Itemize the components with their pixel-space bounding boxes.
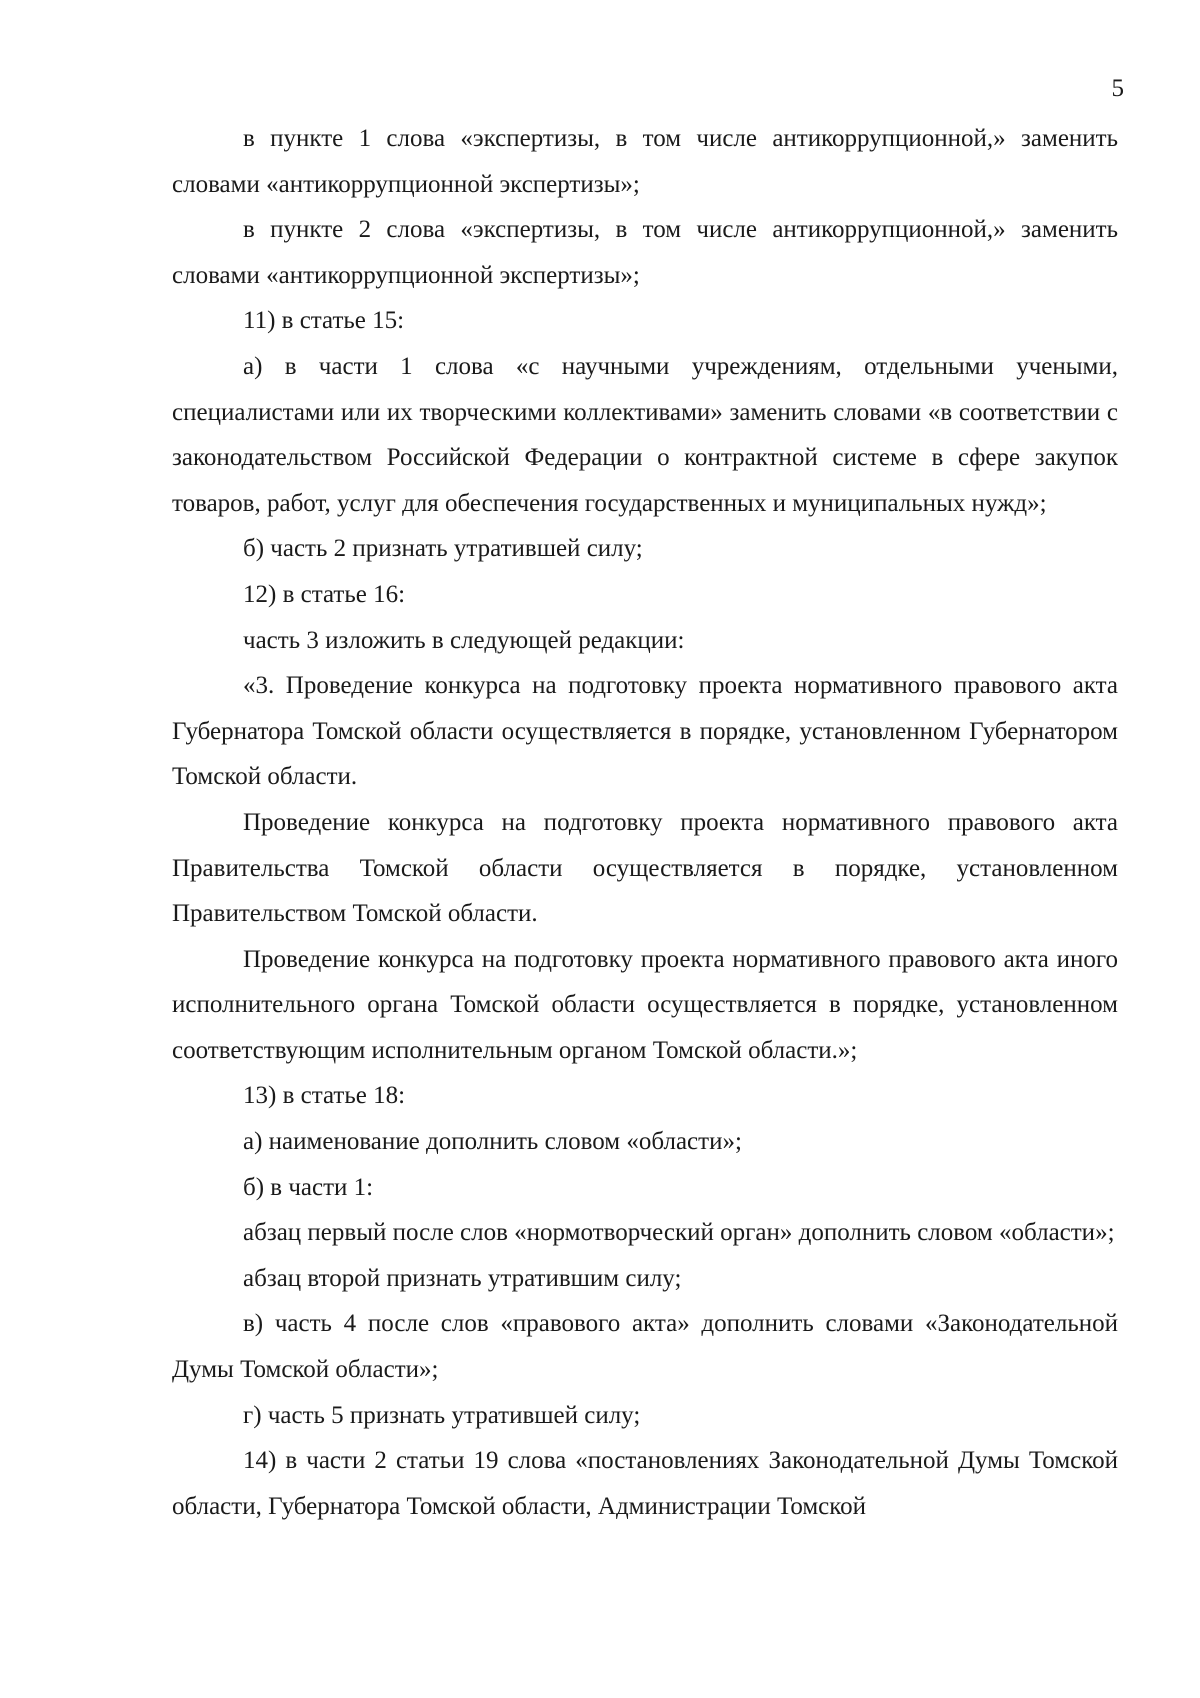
paragraph: «3. Проведение конкурса на подготовку проекта нормативного правового акта Губернатора Томской области осуществляется в порядке, установленном Губернатором Томской области. [172, 672, 1118, 791]
paragraph: а) в части 1 слова «с научными учреждениям, отдельными учеными, специалистами или их творческими коллективами» заменить словами «в соответствии с законодательством Российской Федерации о контрактной системе в сфере закупок товаров, работ, услуг для обеспечения государственных и муниципальных нужд»; [172, 352, 1118, 517]
paragraph: 12) в статье 16: [243, 580, 406, 608]
paragraph: в пункте 2 слова «экспертизы, в том числе антикоррупционной,» заменить словами «антикоррупционной экспертизы»; [172, 216, 1118, 289]
paragraph: б) в части 1: [243, 1173, 374, 1201]
page-number: 5 [1111, 75, 1124, 102]
paragraph: Проведение конкурса на подготовку проекта нормативного правового акта Правительства Томской области осуществляется в порядке, установленном Правительством Томской области. [172, 808, 1118, 928]
paragraph: 14) в части 2 статьи 19 слова «постановлениях Законодательной Думы Томской области, Губернатора Томской области, Администрации Томской [172, 1447, 1118, 1520]
paragraph: 11) в статье 15: [243, 307, 405, 335]
paragraph: г) часть 5 признать утратившей силу; [243, 1401, 641, 1429]
paragraph: в пункте 1 слова «экспертизы, в том числе антикоррупционной,» заменить словами «антикоррупционной экспертизы»; [172, 125, 1118, 198]
paragraph: абзац первый после слов «нормотворческий орган» дополнить словом «области»; [243, 1219, 1115, 1247]
paragraph: абзац второй признать утратившим силу; [243, 1264, 682, 1292]
paragraph: часть 3 изложить в следующей редакции: [243, 626, 685, 654]
paragraph: 13) в статье 18: [243, 1082, 406, 1110]
document-body [172, 116, 1118, 1529]
paragraph: Проведение конкурса на подготовку проекта нормативного правового акта иного исполнительного органа Томской области осуществляется в порядке, установленном соответствующим исполнительным органом Томской области.»; [172, 945, 1118, 1064]
paragraph: в) часть 4 после слов «правового акта» дополнить словами «Законодательной Думы Томской области»; [172, 1310, 1118, 1384]
paragraph: а) наименование дополнить словом «области»; [243, 1128, 742, 1156]
paragraph: б) часть 2 признать утратившей силу; [243, 535, 643, 563]
